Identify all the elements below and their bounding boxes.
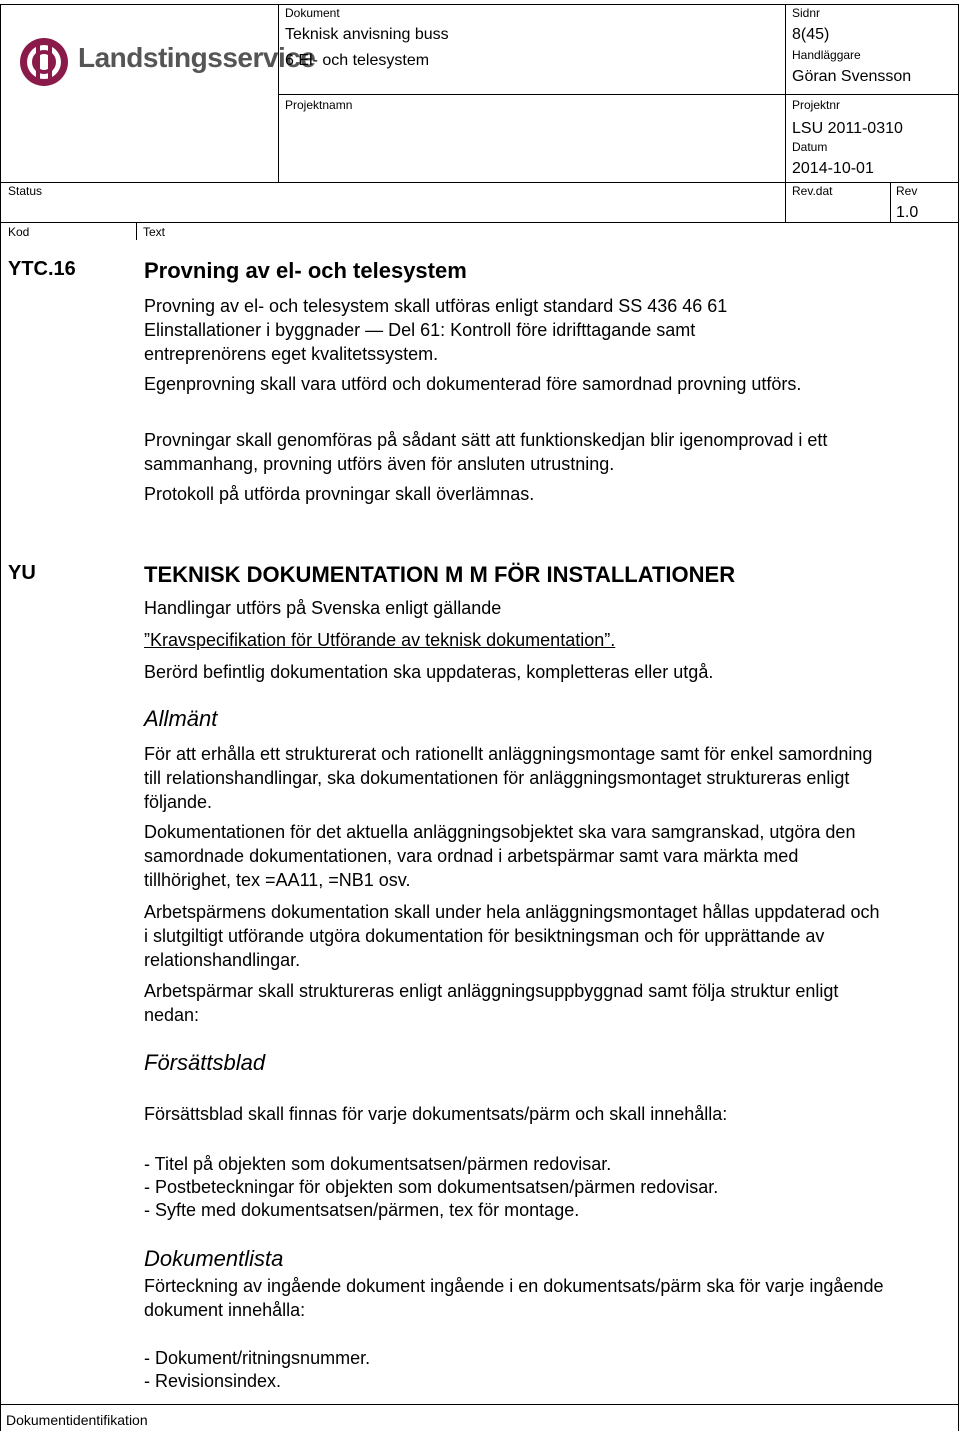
line-projektnamn	[278, 94, 958, 95]
frame-right-body	[958, 240, 959, 1431]
divider-rev	[890, 182, 891, 222]
section-heading-ytc16: Provning av el- och telesystem	[144, 258, 467, 283]
footer-label: Dokumentidentifikation	[6, 1412, 148, 1428]
forsattsblad-list-item: - Titel på objekten som dokumentsatsen/pärmen redovisar.	[144, 1154, 612, 1174]
label-revdat: Rev.dat	[792, 184, 833, 198]
ytc16-paragraph-4: Protokoll på utförda provningar skall överlämnas.	[144, 484, 535, 504]
subheading-forsattsblad: Försättsblad	[144, 1050, 266, 1075]
divider-right	[785, 4, 786, 222]
value-handlaggare: Göran Svensson	[792, 68, 912, 85]
frame-left-body	[0, 240, 1, 1431]
section-code-yu: YU	[8, 562, 36, 584]
divider-logo	[278, 4, 279, 182]
logo-mark-icon	[14, 36, 74, 88]
dokumentlista-paragraph: Förteckning av ingående dokument ingående i en dokumentsats/pärm ska för varje ingående dokument innehålla:	[144, 1276, 884, 1320]
value-rev: 1.0	[896, 204, 919, 221]
allmant-paragraph-2: Dokumentationen för det aktuella anläggningsobjektet ska vara samgranskad, utgöra den samordnade dokumentationen, vara ordnad i arbetspärmar samt vara märkta med tillhörighet, tex =AA11, =NB1 osv.	[144, 822, 856, 890]
yu-paragraph-2: ”Kravspecifikation för Utförande av teknisk dokumentation”.	[144, 630, 616, 650]
label-projektnr: Projektnr	[792, 98, 841, 112]
landstingsservice-logo	[14, 36, 316, 92]
forsattsblad-paragraph: Försättsblad skall finnas för varje dokumentsats/pärm och skall innehålla:	[144, 1104, 728, 1124]
dokumentlista-list-item: - Dokument/ritningsnummer.	[144, 1348, 371, 1368]
label-status: Status	[8, 184, 43, 198]
allmant-paragraph-4: Arbetspärmar skall struktureras enligt anläggningsuppbyggnad samt följa struktur enligt nedan:	[144, 981, 839, 1025]
label-projektnamn: Projektnamn	[285, 98, 353, 112]
ytc16-paragraph-3: Provningar skall genomföras på sådant sätt att funktionskedjan blir igenomprovad i ett sammanhang, provning utförs även för ansluten utrustning.	[144, 430, 828, 474]
frame-top	[0, 4, 958, 5]
subheading-dokumentlista: Dokumentlista	[144, 1246, 284, 1271]
label-text: Text	[143, 225, 166, 239]
frame-left	[0, 4, 1, 240]
divider-kod-text	[136, 222, 137, 240]
line-status	[0, 182, 958, 183]
subheading-allmant: Allmänt	[144, 706, 218, 731]
label-dokument: Dokument	[285, 6, 340, 20]
frame-right	[958, 4, 959, 240]
line-kod	[0, 222, 958, 223]
value-datum: 2014-10-01	[792, 160, 874, 177]
yu-paragraph-1: Handlingar utförs på Svenska enligt gällande	[144, 598, 502, 618]
section-heading-yu: TEKNISK DOKUMENTATION M M FÖR INSTALLATIONER	[144, 562, 736, 587]
label-handlaggare: Handläggare	[792, 48, 861, 62]
ytc16-paragraph-1: Provning av el- och telesystem skall utföras enligt standard SS 436 46 61 Elinstallationer i byggnader — Del 61: Kontroll före idrifttagande samt entreprenörens eget kvalitetssystem.	[144, 296, 728, 364]
label-kod: Kod	[8, 225, 30, 239]
logo-text: Landstingsservice	[78, 42, 316, 73]
footer-line	[0, 1404, 958, 1405]
label-rev: Rev	[896, 184, 918, 198]
section-code-ytc16: YTC.16	[8, 258, 76, 280]
value-dokument-2: 6 El- och telesystem	[285, 52, 430, 69]
allmant-paragraph-3: Arbetspärmens dokumentation skall under hela anläggningsmontaget hållas uppdaterad och i slutgiltigt utförande utgöra dokumentation för besiktningsman och för upprättande av relationshandlingar.	[144, 902, 880, 970]
label-datum: Datum	[792, 140, 828, 154]
value-dokument-1: Teknisk anvisning buss	[285, 26, 449, 43]
value-sidnr: 8(45)	[792, 26, 830, 43]
allmant-paragraph-1: För att erhålla ett strukturerat och rationellt anläggningsmontage samt för enkel samordning till relationshandlingar, ska dokumentationen för anläggningsmontaget struktureras enligt följande.	[144, 744, 873, 812]
value-projektnr: LSU 2011-0310	[792, 120, 903, 137]
dokumentlista-list-item: - Revisionsindex.	[144, 1371, 282, 1391]
yu-paragraph-3: Berörd befintlig dokumentation ska uppdateras, kompletteras eller utgå.	[144, 662, 714, 682]
ytc16-paragraph-2: Egenprovning skall vara utförd och dokumenterad före samordnad provning utförs.	[144, 374, 802, 394]
forsattsblad-list-item: - Postbeteckningar för objekten som dokumentsatsen/pärmen redovisar.	[144, 1177, 719, 1197]
label-sidnr: Sidnr	[792, 6, 821, 20]
forsattsblad-list-item: - Syfte med dokumentsatsen/pärmen, tex för montage.	[144, 1200, 580, 1220]
